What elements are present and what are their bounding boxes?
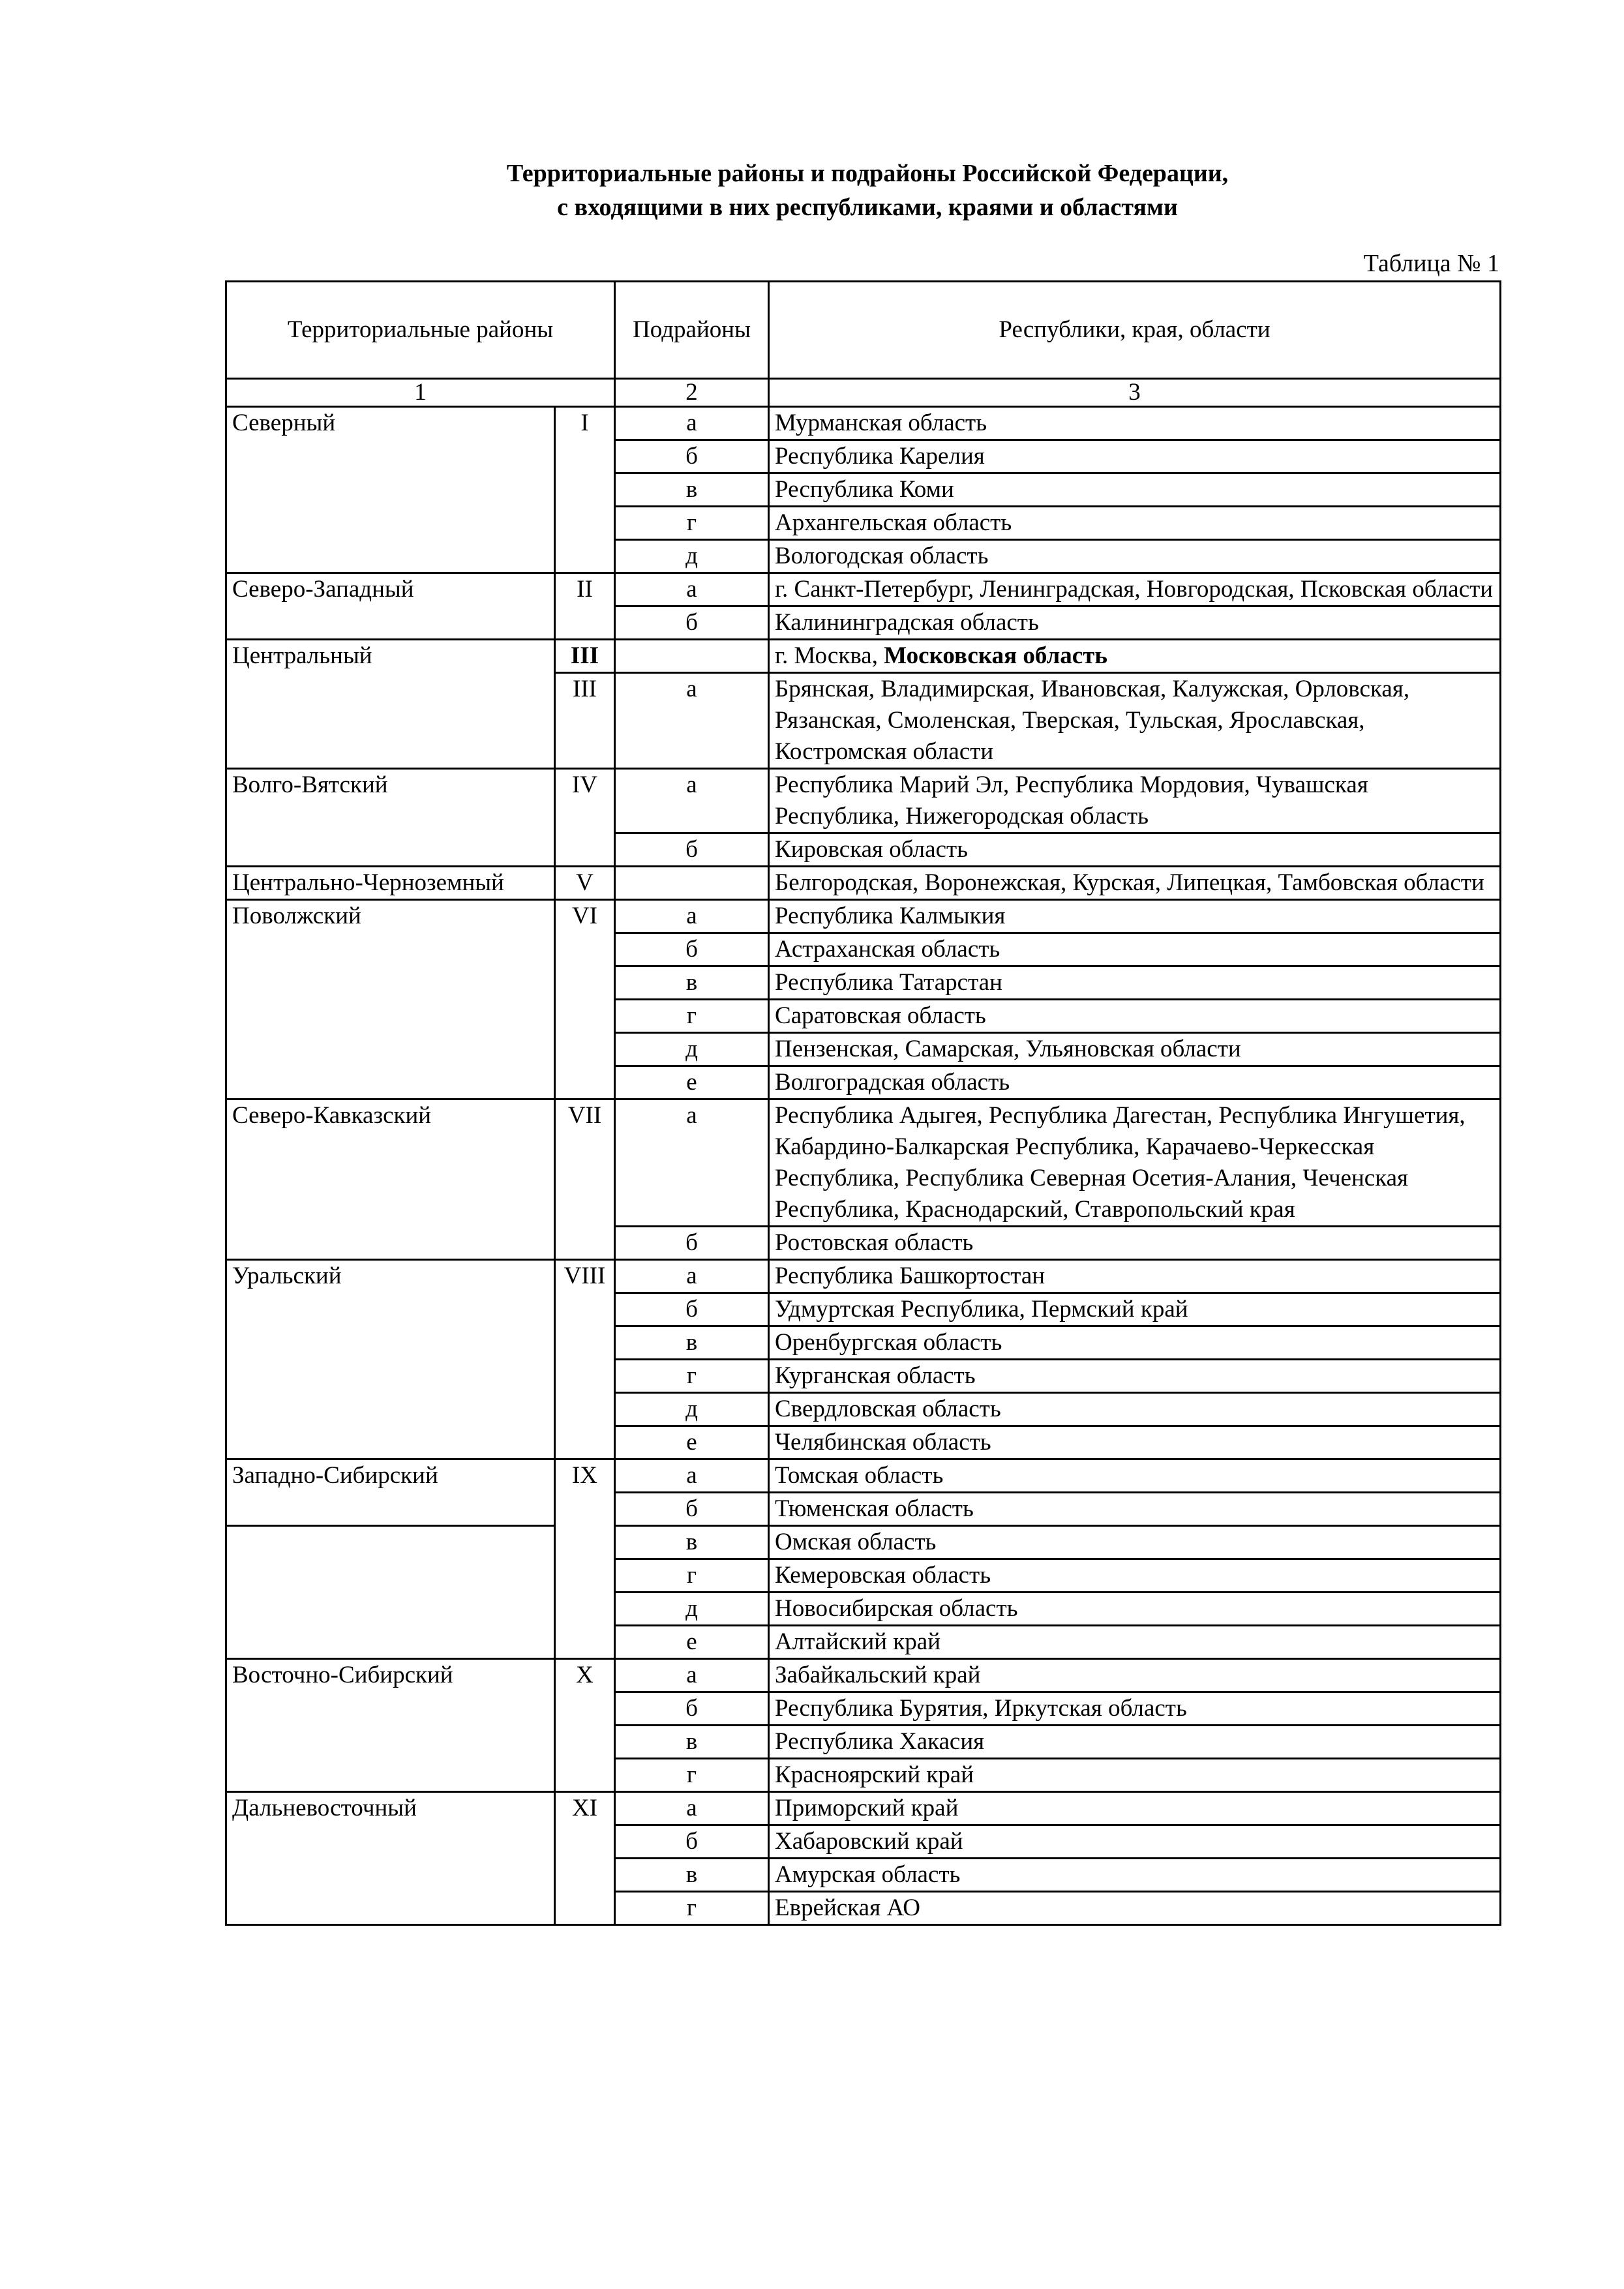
region-numeral: IV	[555, 769, 615, 867]
subregion-letter: б	[615, 1692, 769, 1726]
region-places: Томская область	[769, 1459, 1501, 1493]
places-text: г. Москва,	[775, 642, 884, 669]
subregion-letter: д	[615, 1593, 769, 1626]
region-numeral: I	[555, 407, 615, 573]
region-places: Республика Адыгея, Республика Дагестан, Республика Ингушетия, Кабардино-Балкарская Республика, Карачаево-Черкесская Республика, Республика Северная Осетия-Алания, Чеченская Республика, Краснодарский, Ставропольский края	[769, 1100, 1501, 1227]
subregion-letter: а	[615, 1659, 769, 1692]
subregion-letter: б	[615, 1293, 769, 1326]
region-places: Республика Марий Эл, Республика Мордовия, Чувашская Республика, Нижегородская область	[769, 769, 1501, 833]
header-territorial-regions: Территориальные районы	[226, 282, 615, 379]
subregion-letter	[615, 640, 769, 673]
subregion-letter: в	[615, 1326, 769, 1360]
subregion-letter: е	[615, 1626, 769, 1659]
region-places: Вологодская область	[769, 540, 1501, 573]
table-row	[226, 407, 1501, 440]
column-number: 3	[769, 379, 1501, 407]
region-name: Центрально-Черноземный	[226, 867, 555, 900]
region-name: Поволжский	[226, 900, 555, 1100]
region-places: Республика Башкортостан	[769, 1260, 1501, 1293]
header-subregions: Подрайоны	[615, 282, 769, 379]
subregion-letter: г	[615, 1559, 769, 1593]
subregion-letter: е	[615, 1066, 769, 1100]
region-places: Курганская область	[769, 1360, 1501, 1393]
region-places	[769, 640, 1501, 673]
subregion-letter	[615, 867, 769, 900]
region-places: Еврейская АО	[769, 1892, 1501, 1925]
subregion-letter: а	[615, 769, 769, 833]
subregion-letter: г	[615, 1892, 769, 1925]
table-row	[226, 867, 1501, 900]
region-numeral: VII	[555, 1100, 615, 1260]
region-places: Приморский край	[769, 1792, 1501, 1825]
subregion-letter: а	[615, 1260, 769, 1293]
region-places: Кировская область	[769, 833, 1501, 867]
table-caption: Таблица № 1	[1363, 250, 1499, 277]
subregion-letter: д	[615, 540, 769, 573]
region-numeral: VIII	[555, 1260, 615, 1459]
region-name: Северо-Кавказский	[226, 1100, 555, 1260]
subregion-letter: д	[615, 1393, 769, 1426]
subregion-letter: г	[615, 1000, 769, 1033]
regions-table	[225, 280, 1501, 1926]
region-places: Республика Карелия	[769, 440, 1501, 473]
region-places: Свердловская область	[769, 1393, 1501, 1426]
region-places: Ростовская область	[769, 1227, 1501, 1260]
header-republics: Республики, края, области	[769, 282, 1501, 379]
subregion-letter: б	[615, 933, 769, 966]
subregion-letter: б	[615, 1825, 769, 1859]
subregion-letter: д	[615, 1033, 769, 1066]
region-places: Республика Калмыкия	[769, 900, 1501, 933]
region-name: Уральский	[226, 1260, 555, 1459]
subregion-letter: е	[615, 1426, 769, 1459]
subregion-letter: а	[615, 900, 769, 933]
region-places: Брянская, Владимирская, Ивановская, Калужская, Орловская, Рязанская, Смоленская, Тверская, Тульская, Ярославская, Костромская области	[769, 673, 1501, 769]
column-number: 2	[615, 379, 769, 407]
region-numeral: X	[555, 1659, 615, 1792]
region-places: Саратовская область	[769, 1000, 1501, 1033]
region-places: Амурская область	[769, 1859, 1501, 1892]
document-title	[222, 157, 1513, 224]
region-places: Волгоградская область	[769, 1066, 1501, 1100]
region-places: Хабаровский край	[769, 1825, 1501, 1859]
region-name: Восточно-Сибирский	[226, 1659, 555, 1792]
table-header-row	[226, 282, 1501, 379]
table-row	[226, 640, 1501, 673]
subregion-letter: б	[615, 606, 769, 640]
region-name: Северо-Западный	[226, 573, 555, 640]
title-line-2: с входящими в них республиками, краями и областями	[557, 194, 1178, 221]
region-numeral: III	[555, 673, 615, 769]
region-places: Удмуртская Республика, Пермский край	[769, 1293, 1501, 1326]
subregion-letter: г	[615, 1360, 769, 1393]
region-places: Архангельская область	[769, 507, 1501, 540]
region-places: Алтайский край	[769, 1626, 1501, 1659]
subregion-letter: а	[615, 673, 769, 769]
region-places: Калининградская область	[769, 606, 1501, 640]
region-places: Тюменская область	[769, 1493, 1501, 1526]
table-row	[226, 900, 1501, 933]
subregion-letter: в	[615, 1526, 769, 1559]
subregion-letter: г	[615, 1759, 769, 1792]
subregion-letter: а	[615, 573, 769, 606]
region-numeral: VI	[555, 900, 615, 1100]
places-text-bold: Московская область	[884, 642, 1107, 669]
region-name: Северный	[226, 407, 555, 573]
region-places: Оренбургская область	[769, 1326, 1501, 1360]
region-places: Мурманская область	[769, 407, 1501, 440]
table-row	[226, 1792, 1501, 1825]
column-number: 1	[226, 379, 615, 407]
subregion-letter: в	[615, 1859, 769, 1892]
region-places: Новосибирская область	[769, 1593, 1501, 1626]
subregion-letter: в	[615, 966, 769, 1000]
region-numeral: III	[555, 640, 615, 673]
column-numbers-row	[226, 379, 1501, 407]
table-row	[226, 1100, 1501, 1227]
region-name: Западно-Сибирский	[226, 1459, 555, 1526]
subregion-letter: а	[615, 1459, 769, 1493]
region-places: Челябинская область	[769, 1426, 1501, 1459]
table-row	[226, 1459, 1501, 1493]
subregion-letter: а	[615, 1792, 769, 1825]
subregion-letter: б	[615, 440, 769, 473]
region-places: Астраханская область	[769, 933, 1501, 966]
region-numeral: V	[555, 867, 615, 900]
subregion-letter: г	[615, 507, 769, 540]
region-places: Республика Коми	[769, 473, 1501, 507]
region-places: Забайкальский край	[769, 1659, 1501, 1692]
region-places: Пензенская, Самарская, Ульяновская области	[769, 1033, 1501, 1066]
table-row	[226, 1526, 1501, 1559]
subregion-letter: а	[615, 407, 769, 440]
subregion-letter: б	[615, 1227, 769, 1260]
subregion-letter: в	[615, 1726, 769, 1759]
table-row	[226, 573, 1501, 606]
region-numeral: IX	[555, 1459, 615, 1659]
table-row	[226, 1659, 1501, 1692]
region-places: Белгородская, Воронежская, Курская, Липецкая, Тамбовская области	[769, 867, 1501, 900]
region-name: Центральный	[226, 640, 555, 769]
region-name	[226, 1526, 555, 1659]
region-name: Волго-Вятский	[226, 769, 555, 867]
region-places: г. Санкт-Петербург, Ленинградская, Новгородская, Псковская области	[769, 573, 1501, 606]
table-row	[226, 1260, 1501, 1293]
subregion-letter: а	[615, 1100, 769, 1227]
region-places: Омская область	[769, 1526, 1501, 1559]
region-places: Республика Бурятия, Иркутская область	[769, 1692, 1501, 1726]
region-numeral: II	[555, 573, 615, 640]
region-places: Республика Татарстан	[769, 966, 1501, 1000]
subregion-letter: б	[615, 1493, 769, 1526]
table-row	[226, 769, 1501, 833]
region-numeral: XI	[555, 1792, 615, 1925]
region-places: Республика Хакасия	[769, 1726, 1501, 1759]
title-line-1: Территориальные районы и подрайоны Российской Федерации,	[506, 160, 1229, 187]
region-name: Дальневосточный	[226, 1792, 555, 1925]
region-places: Красноярский край	[769, 1759, 1501, 1792]
subregion-letter: б	[615, 833, 769, 867]
subregion-letter: в	[615, 473, 769, 507]
region-places: Кемеровская область	[769, 1559, 1501, 1593]
